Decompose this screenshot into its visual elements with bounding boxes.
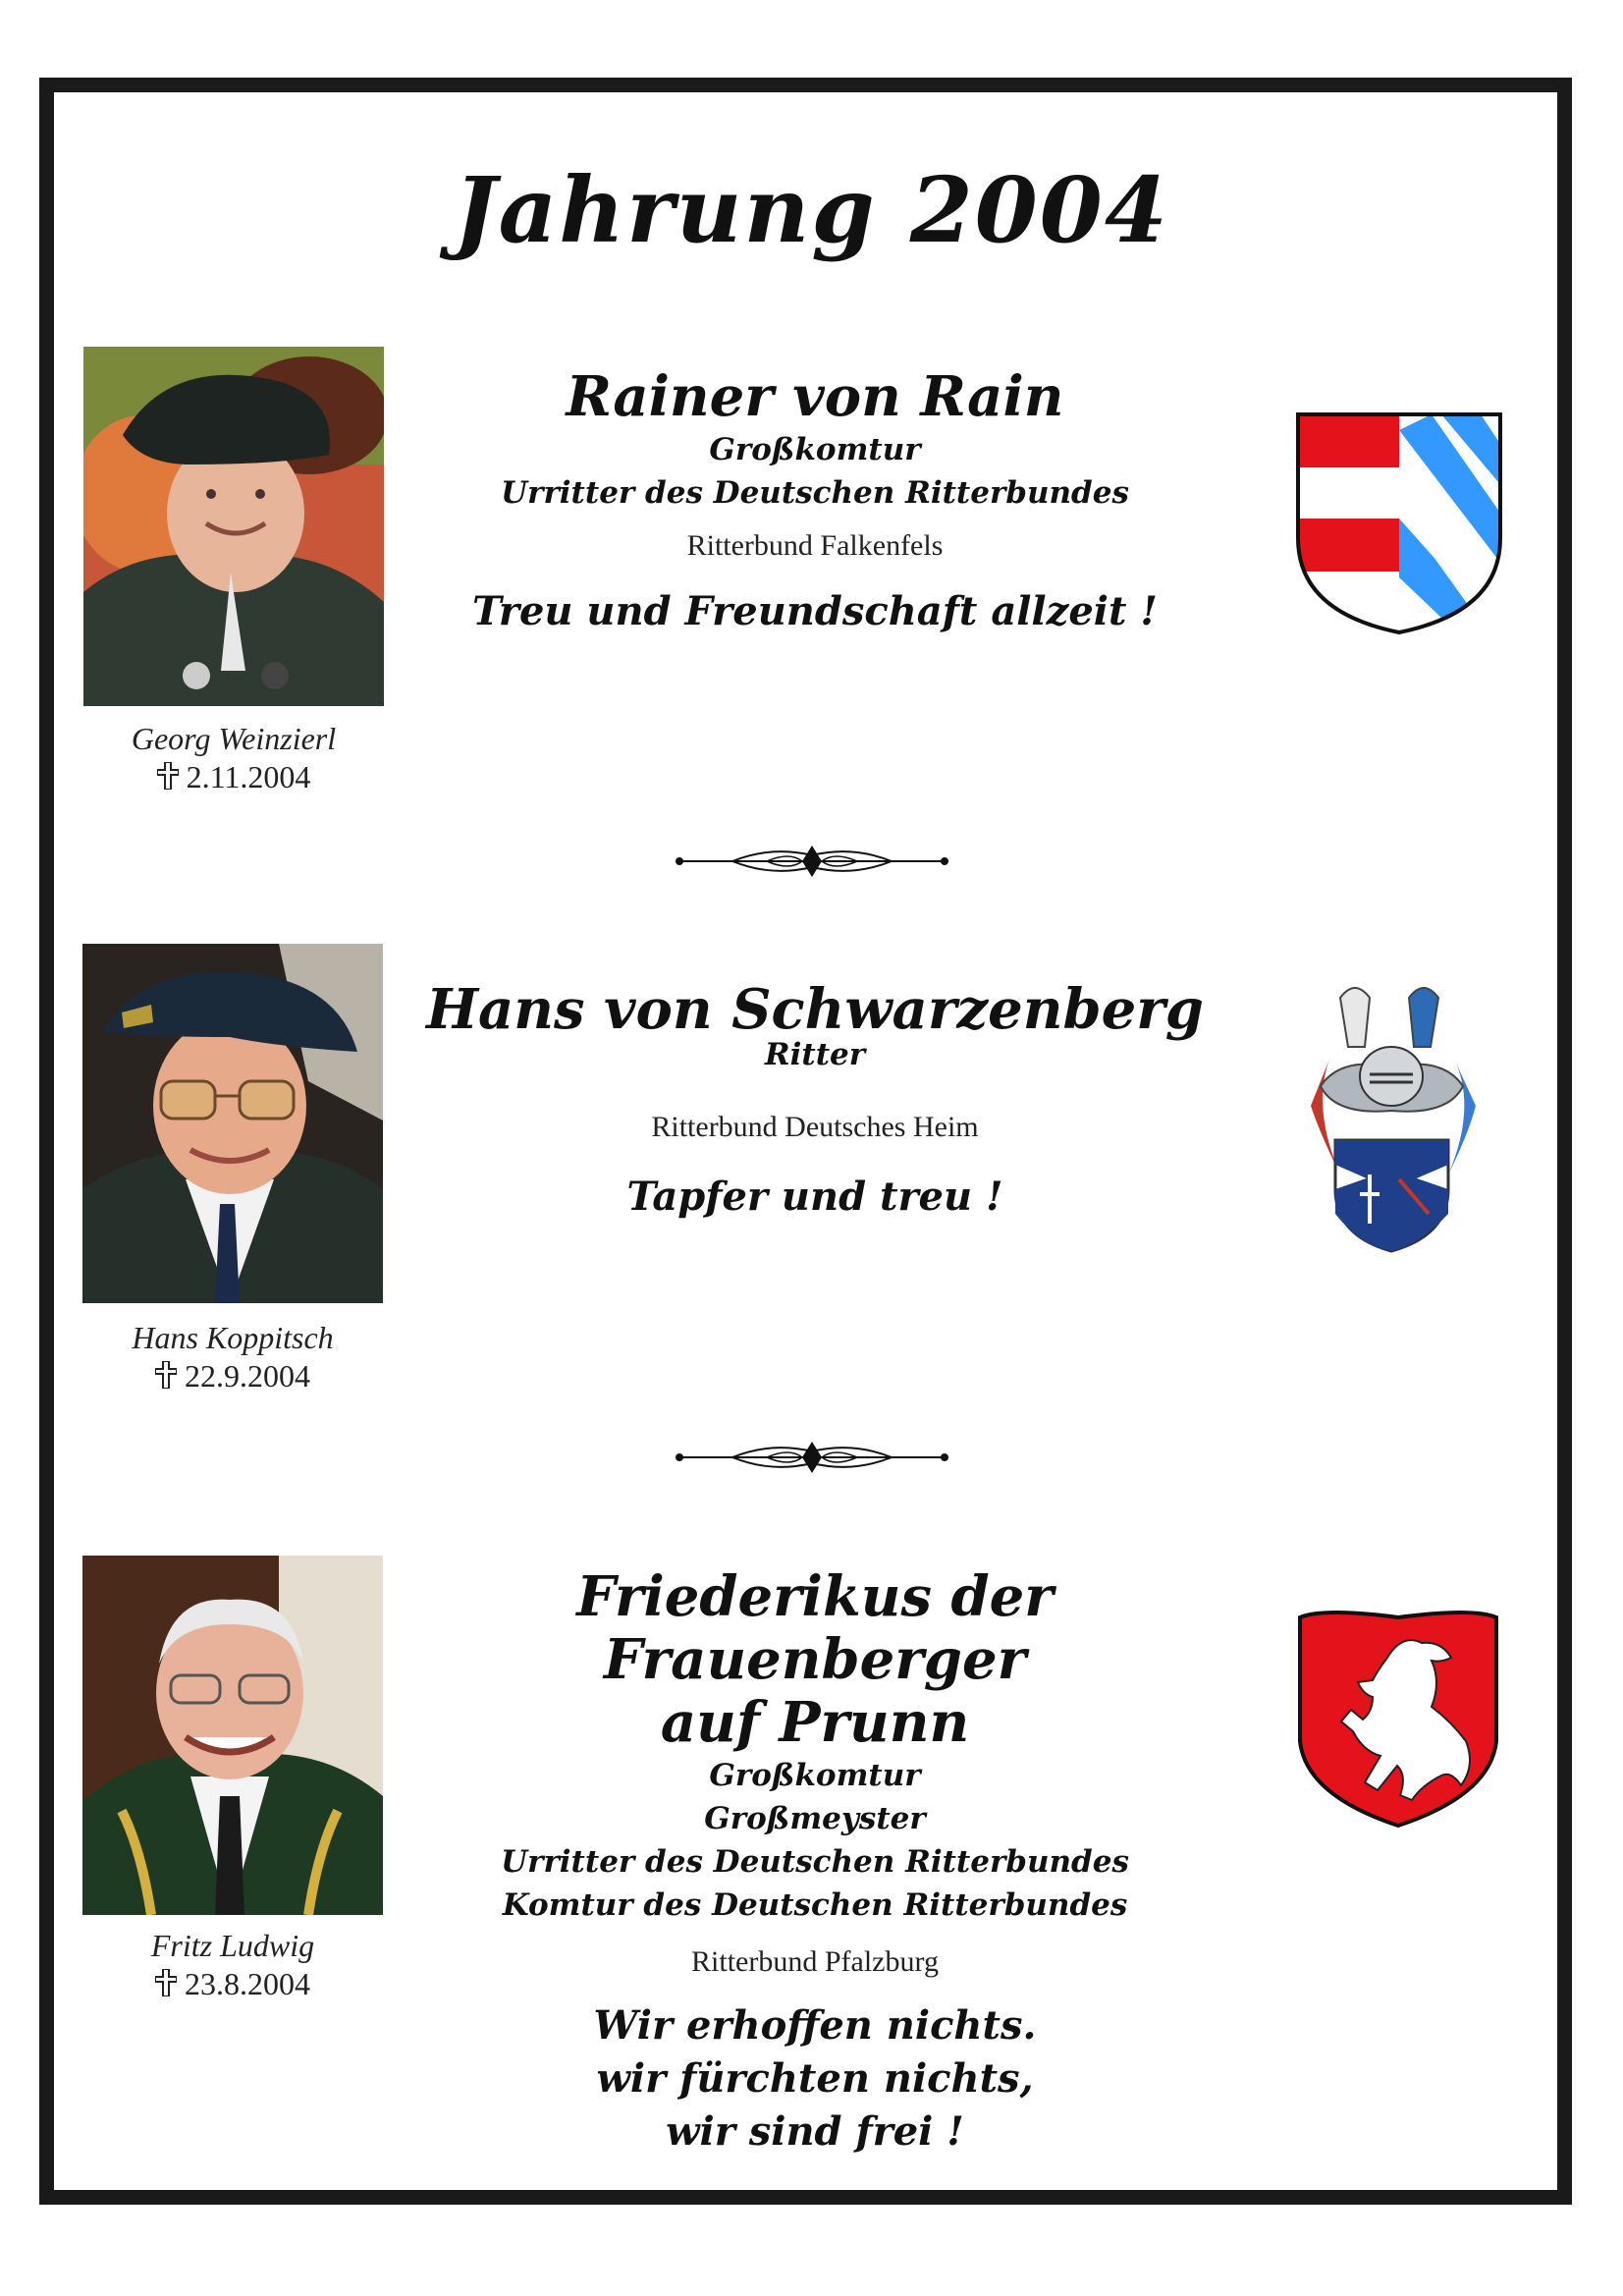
death-line bbox=[82, 1965, 383, 2003]
portrait-photo-hans-koppitsch bbox=[82, 944, 383, 1303]
ritterbund-name: Ritterbund Pfalzburg bbox=[691, 1945, 939, 1978]
rank-title: Großkomtur bbox=[709, 1758, 921, 1793]
entry-text-block bbox=[422, 978, 1208, 1224]
rank-title: Großmeyster bbox=[704, 1801, 926, 1836]
death-date: 22.9.2004 bbox=[185, 1358, 310, 1394]
rank-title: Urritter des Deutschen Ritterbundes bbox=[501, 475, 1129, 511]
rank-title: Urritter des Deutschen Ritterbundes bbox=[501, 1844, 1129, 1880]
death-date: 23.8.2004 bbox=[185, 1966, 310, 2001]
knight-name: Hans von Schwarzenberg bbox=[426, 977, 1204, 1042]
portrait-photo-georg-weinzierl bbox=[83, 347, 384, 706]
entry-text-block bbox=[422, 1565, 1208, 2159]
red-shield-white-horse-icon bbox=[1294, 1604, 1502, 1830]
entry-text-block bbox=[422, 365, 1208, 638]
knight-name: Rainer von Rain bbox=[566, 364, 1064, 429]
motto-line: wir fürchten nichts, bbox=[596, 2055, 1034, 2102]
bavarian-red-white-blue-shield-icon bbox=[1294, 410, 1504, 636]
motto-line: Treu und Freundschaft allzeit ! bbox=[472, 588, 1158, 634]
photo-caption bbox=[82, 1927, 383, 2003]
ornamental-divider-icon bbox=[674, 842, 950, 881]
motto-line: Wir erhoffen nichts. bbox=[593, 2002, 1037, 2049]
cross-icon bbox=[155, 1361, 177, 1389]
portrait-photo-fritz-ludwig bbox=[82, 1556, 383, 1915]
knight-name: auf Prunn bbox=[660, 1690, 970, 1755]
ritterbund-name: Ritterbund Deutsches Heim bbox=[651, 1111, 979, 1143]
death-date: 2.11.2004 bbox=[186, 759, 311, 794]
rank-title: Komtur des Deutschen Ritterbundes bbox=[502, 1887, 1128, 1923]
photo-caption bbox=[83, 720, 384, 796]
rank-title: Ritter bbox=[764, 1037, 866, 1072]
rank-title: Großkomtur bbox=[709, 432, 921, 467]
person-name: Fritz Ludwig bbox=[150, 1928, 315, 1963]
death-line bbox=[83, 758, 384, 796]
person-name: Georg Weinzierl bbox=[131, 721, 337, 756]
person-name: Hans Koppitsch bbox=[132, 1320, 334, 1355]
motto-line: Tapfer und treu ! bbox=[626, 1174, 1003, 1220]
ritterbund-name: Ritterbund Falkenfels bbox=[686, 529, 944, 562]
cross-icon bbox=[157, 762, 179, 790]
motto-line: wir sind frei ! bbox=[666, 2108, 964, 2155]
death-line bbox=[82, 1357, 383, 1395]
helmet-coat-of-arms-icon bbox=[1301, 978, 1483, 1255]
knight-name: Friederikus der Frauenberger bbox=[576, 1564, 1054, 1692]
photo-caption bbox=[82, 1319, 383, 1395]
ornamental-divider-icon bbox=[674, 1438, 950, 1477]
cross-icon bbox=[155, 1969, 177, 1996]
page-title: Jahrung 2004 bbox=[454, 157, 1169, 263]
